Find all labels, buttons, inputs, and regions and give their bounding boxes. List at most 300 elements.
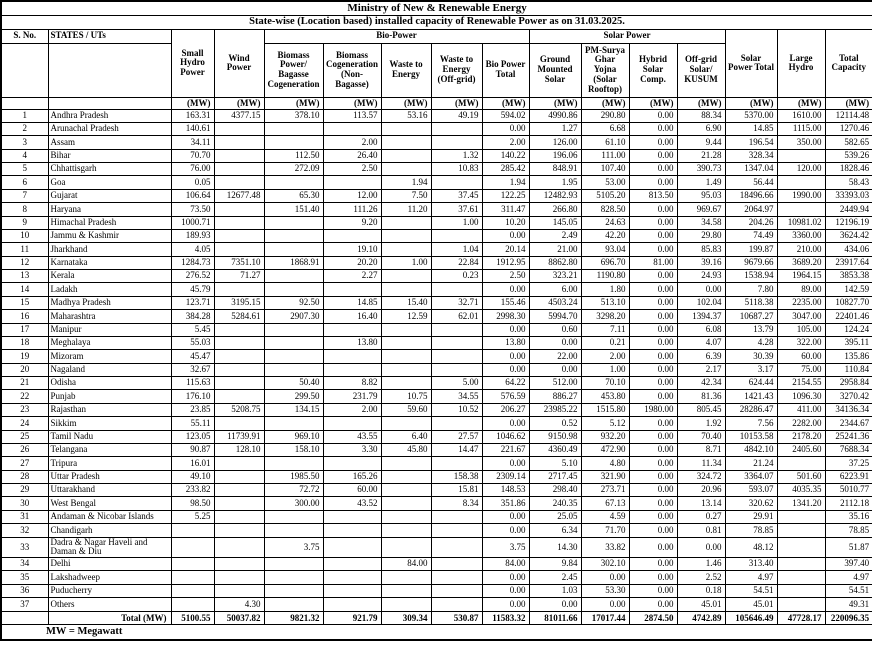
value-cell: 65.30	[264, 189, 323, 202]
value-cell: 828.50	[581, 203, 629, 216]
sno-cell: 28	[1, 470, 48, 483]
value-cell	[777, 571, 825, 584]
value-cell: 88.34	[677, 109, 725, 122]
value-cell	[214, 149, 264, 162]
value-cell: 472.90	[581, 443, 629, 456]
value-cell	[777, 598, 825, 611]
state-cell: Nagaland	[48, 363, 171, 376]
value-cell: 1341.20	[777, 497, 825, 510]
value-cell: 10687.27	[725, 310, 777, 323]
value-cell: 512.00	[529, 377, 581, 390]
value-cell: 19.10	[323, 243, 381, 256]
value-cell: 2.52	[677, 571, 725, 584]
state-cell: Dadra & Nagar Haveli and Daman & Diu	[48, 537, 171, 557]
value-cell: 0.05	[171, 176, 214, 189]
sno-cell: 24	[1, 417, 48, 430]
table-row	[1, 283, 872, 296]
value-cell	[431, 598, 482, 611]
value-cell: 805.45	[677, 403, 725, 416]
total-row-sno-cell	[1, 611, 48, 624]
sno-cell: 10	[1, 229, 48, 242]
value-cell	[777, 203, 825, 216]
value-cell: 140.22	[482, 149, 529, 162]
value-cell: 1.94	[482, 176, 529, 189]
col-header-states-spacer	[48, 43, 171, 97]
value-cell: 13.79	[725, 323, 777, 336]
value-cell: 163.31	[171, 109, 214, 122]
value-cell	[264, 557, 323, 570]
total-row	[1, 611, 872, 624]
value-cell: 0.00	[629, 584, 677, 597]
sno-cell: 27	[1, 457, 48, 470]
value-cell: 0.00	[629, 203, 677, 216]
value-cell: 123.71	[171, 296, 214, 309]
footer-note: MW = Megawatt	[1, 624, 872, 640]
value-cell	[264, 350, 323, 363]
state-cell: Gujarat	[48, 189, 171, 202]
col-header-offgrid-kusum: Off-grid Solar/ KUSUM	[677, 43, 725, 97]
value-cell: 98.50	[171, 497, 214, 510]
value-cell: 6.39	[677, 350, 725, 363]
col-header-states: STATES / UTs	[48, 29, 171, 43]
value-cell: 5.10	[529, 457, 581, 470]
value-cell	[381, 122, 431, 135]
state-cell: Jharkhand	[48, 243, 171, 256]
sno-cell: 7	[1, 189, 48, 202]
table-body	[1, 109, 872, 611]
value-cell	[431, 557, 482, 570]
value-cell: 81.00	[629, 256, 677, 269]
table-row	[1, 189, 872, 202]
table-row	[1, 557, 872, 570]
value-cell: 105.00	[777, 323, 825, 336]
table-row	[1, 390, 872, 403]
value-cell: 4377.15	[214, 109, 264, 122]
value-cell: 378.10	[264, 109, 323, 122]
value-cell	[777, 176, 825, 189]
value-cell	[381, 497, 431, 510]
value-cell	[214, 377, 264, 390]
value-cell: 1270.46	[825, 122, 872, 135]
state-cell: Kerala	[48, 270, 171, 283]
sno-cell: 8	[1, 203, 48, 216]
value-cell: 28286.47	[725, 403, 777, 416]
value-cell	[381, 363, 431, 376]
value-cell	[431, 176, 482, 189]
value-cell: 1.80	[581, 283, 629, 296]
value-cell: 12196.19	[825, 216, 872, 229]
value-cell	[264, 243, 323, 256]
value-cell: 8.71	[677, 443, 725, 456]
unit-cell: (MW)	[581, 97, 629, 109]
value-cell: 61.10	[581, 136, 629, 149]
value-cell: 1394.37	[677, 310, 725, 323]
value-cell: 411.00	[777, 403, 825, 416]
value-cell: 1000.71	[171, 216, 214, 229]
state-cell: Mizoram	[48, 350, 171, 363]
value-cell: 22.84	[431, 256, 482, 269]
unit-cell: (MW)	[529, 97, 581, 109]
value-cell: 5.12	[581, 417, 629, 430]
col-header-biomass-nonbagasse: Biomass Cogeneration (Non-Bagasse)	[323, 43, 381, 97]
value-cell: 4.97	[825, 571, 872, 584]
value-cell: 6.34	[529, 524, 581, 537]
state-cell: Telangana	[48, 443, 171, 456]
value-cell: 1421.43	[725, 390, 777, 403]
value-cell: 0.81	[677, 524, 725, 537]
col-header-wind: Wind Power	[214, 29, 264, 97]
group-header-solar-power: Solar Power	[529, 29, 725, 43]
value-cell: 89.00	[777, 283, 825, 296]
value-cell: 78.85	[825, 524, 872, 537]
value-cell: 0.00	[629, 457, 677, 470]
value-cell	[214, 557, 264, 570]
value-cell: 0.27	[677, 510, 725, 523]
value-cell	[214, 243, 264, 256]
value-cell: 0.00	[629, 270, 677, 283]
total-value-cell: 47728.17	[777, 611, 825, 624]
value-cell: 395.11	[825, 336, 872, 349]
value-cell	[431, 457, 482, 470]
value-cell: 124.24	[825, 323, 872, 336]
value-cell	[777, 524, 825, 537]
value-cell	[323, 457, 381, 470]
value-cell: 1.00	[581, 363, 629, 376]
value-cell: 111.26	[323, 203, 381, 216]
value-cell: 0.00	[629, 283, 677, 296]
value-cell: 582.65	[825, 136, 872, 149]
value-cell: 12114.48	[825, 109, 872, 122]
value-cell	[777, 537, 825, 557]
value-cell: 351.86	[482, 497, 529, 510]
value-cell: 2.27	[323, 270, 381, 283]
value-cell: 11739.91	[214, 430, 264, 443]
value-cell: 5118.38	[725, 296, 777, 309]
value-cell: 23.85	[171, 403, 214, 416]
value-cell: 4.07	[677, 336, 725, 349]
sno-cell: 22	[1, 390, 48, 403]
value-cell: 6223.91	[825, 470, 872, 483]
value-cell: 151.40	[264, 203, 323, 216]
value-cell	[381, 584, 431, 597]
value-cell: 0.00	[482, 229, 529, 242]
value-cell: 2.00	[482, 136, 529, 149]
value-cell: 272.09	[264, 163, 323, 176]
value-cell: 43.55	[323, 430, 381, 443]
state-cell: Andhra Pradesh	[48, 109, 171, 122]
value-cell	[323, 176, 381, 189]
value-cell: 390.73	[677, 163, 725, 176]
value-cell: 71.27	[214, 270, 264, 283]
value-cell: 10.52	[431, 403, 482, 416]
value-cell: 0.00	[629, 470, 677, 483]
sno-cell: 16	[1, 310, 48, 323]
value-cell: 45.79	[171, 283, 214, 296]
value-cell: 85.83	[677, 243, 725, 256]
value-cell	[381, 336, 431, 349]
sno-cell: 21	[1, 377, 48, 390]
value-cell: 70.40	[677, 430, 725, 443]
value-cell: 204.26	[725, 216, 777, 229]
sno-cell: 34	[1, 557, 48, 570]
value-cell: 39.16	[677, 256, 725, 269]
value-cell: 2907.30	[264, 310, 323, 323]
value-cell: 29.80	[677, 229, 725, 242]
value-cell	[264, 457, 323, 470]
col-header-solar-total: Solar Power Total	[725, 29, 777, 97]
value-cell	[323, 510, 381, 523]
value-cell: 55.11	[171, 417, 214, 430]
table-row	[1, 243, 872, 256]
value-cell: 45.01	[725, 598, 777, 611]
value-cell: 158.10	[264, 443, 323, 456]
value-cell: 0.00	[629, 216, 677, 229]
value-cell: 233.82	[171, 484, 214, 497]
sno-cell: 13	[1, 270, 48, 283]
value-cell: 328.34	[725, 149, 777, 162]
value-cell: 1284.73	[171, 256, 214, 269]
value-cell: 20.20	[323, 256, 381, 269]
value-cell	[323, 229, 381, 242]
value-cell: 3047.00	[777, 310, 825, 323]
value-cell: 210.00	[777, 243, 825, 256]
value-cell: 321.90	[581, 470, 629, 483]
sno-cell: 35	[1, 571, 48, 584]
value-cell: 113.57	[323, 109, 381, 122]
value-cell: 8862.80	[529, 256, 581, 269]
value-cell: 7351.10	[214, 256, 264, 269]
table-row	[1, 443, 872, 456]
unit-cell: (MW)	[171, 97, 214, 109]
sno-cell: 1	[1, 109, 48, 122]
value-cell: 0.00	[629, 537, 677, 557]
total-value-cell: 5100.55	[171, 611, 214, 624]
value-cell: 813.50	[629, 189, 677, 202]
value-cell: 32.67	[171, 363, 214, 376]
value-cell: 4.28	[725, 336, 777, 349]
page-subtitle: State-wise (Location based) installed capacity of Renewable Power as on 31.03.2025.	[1, 15, 872, 29]
value-cell	[381, 524, 431, 537]
value-cell	[323, 537, 381, 557]
unit-cell: (MW)	[677, 97, 725, 109]
group-header-bio-power: Bio-Power	[264, 29, 529, 43]
value-cell: 0.00	[482, 283, 529, 296]
value-cell	[381, 243, 431, 256]
value-cell	[264, 229, 323, 242]
value-cell: 110.84	[825, 363, 872, 376]
value-cell: 59.60	[381, 403, 431, 416]
value-cell	[214, 323, 264, 336]
value-cell	[381, 598, 431, 611]
table-row	[1, 296, 872, 309]
value-cell: 624.44	[725, 377, 777, 390]
value-cell: 4.80	[581, 457, 629, 470]
sno-cell: 2	[1, 122, 48, 135]
value-cell: 54.51	[725, 584, 777, 597]
value-cell	[431, 283, 482, 296]
value-cell: 165.26	[323, 470, 381, 483]
value-cell: 55.03	[171, 336, 214, 349]
value-cell: 5.25	[171, 510, 214, 523]
table-row	[1, 537, 872, 557]
value-cell	[214, 484, 264, 497]
state-cell: Puducherry	[48, 584, 171, 597]
table-row	[1, 430, 872, 443]
state-cell: Assam	[48, 136, 171, 149]
value-cell: 34.58	[677, 216, 725, 229]
value-cell: 2.50	[323, 163, 381, 176]
table-row	[1, 122, 872, 135]
sno-cell: 18	[1, 336, 48, 349]
table-row	[1, 256, 872, 269]
value-cell: 126.00	[529, 136, 581, 149]
value-cell	[381, 149, 431, 162]
table-row	[1, 510, 872, 523]
value-cell: 37.45	[431, 189, 482, 202]
value-cell	[264, 584, 323, 597]
value-cell: 14.30	[529, 537, 581, 557]
value-cell: 34.55	[431, 390, 482, 403]
value-cell: 135.86	[825, 350, 872, 363]
sno-cell: 17	[1, 323, 48, 336]
value-cell: 2.00	[581, 350, 629, 363]
value-cell: 2344.67	[825, 417, 872, 430]
value-cell: 35.16	[825, 510, 872, 523]
value-cell: 0.00	[482, 363, 529, 376]
value-cell: 1190.80	[581, 270, 629, 283]
value-cell: 1.27	[529, 122, 581, 135]
value-cell: 71.70	[581, 524, 629, 537]
value-cell: 189.93	[171, 229, 214, 242]
sno-cell: 36	[1, 584, 48, 597]
value-cell: 4990.86	[529, 109, 581, 122]
value-cell	[381, 136, 431, 149]
value-cell: 10.75	[381, 390, 431, 403]
value-cell: 11.20	[381, 203, 431, 216]
value-cell	[214, 336, 264, 349]
col-header-hybrid-solar: Hybrid Solar Comp.	[629, 43, 677, 97]
value-cell	[214, 571, 264, 584]
table-row	[1, 323, 872, 336]
value-cell: 0.00	[529, 363, 581, 376]
value-cell: 84.00	[482, 557, 529, 570]
value-cell: 49.31	[825, 598, 872, 611]
value-cell: 206.27	[482, 403, 529, 416]
value-cell: 7.11	[581, 323, 629, 336]
value-cell: 0.00	[482, 584, 529, 597]
value-cell	[431, 323, 482, 336]
value-cell: 384.28	[171, 310, 214, 323]
value-cell	[214, 203, 264, 216]
value-cell	[171, 537, 214, 557]
value-cell: 64.22	[482, 377, 529, 390]
value-cell: 51.87	[825, 537, 872, 557]
col-header-total-capacity: Total Capacity	[825, 29, 872, 97]
value-cell: 3624.42	[825, 229, 872, 242]
value-cell: 4.30	[214, 598, 264, 611]
value-cell: 0.00	[482, 457, 529, 470]
value-cell: 0.00	[482, 323, 529, 336]
value-cell: 84.00	[381, 557, 431, 570]
value-cell: 25241.36	[825, 430, 872, 443]
value-cell: 8.34	[431, 497, 482, 510]
value-cell: 6.90	[677, 122, 725, 135]
sno-cell: 9	[1, 216, 48, 229]
value-cell: 2449.94	[825, 203, 872, 216]
total-value-cell: 11583.32	[482, 611, 529, 624]
value-cell: 148.53	[482, 484, 529, 497]
unit-cell: (MW)	[323, 97, 381, 109]
value-cell: 1.94	[381, 176, 431, 189]
value-cell: 42.20	[581, 229, 629, 242]
value-cell: 2958.84	[825, 377, 872, 390]
sno-cell: 14	[1, 283, 48, 296]
state-cell: Arunachal Pradesh	[48, 122, 171, 135]
state-cell: Jammu & Kashmir	[48, 229, 171, 242]
state-cell: Sikkim	[48, 417, 171, 430]
value-cell: 7.56	[725, 417, 777, 430]
value-cell	[264, 122, 323, 135]
value-cell: 14.47	[431, 443, 482, 456]
value-cell: 62.01	[431, 310, 482, 323]
unit-cell-empty	[1, 97, 48, 109]
value-cell: 11.34	[677, 457, 725, 470]
value-cell: 24.63	[581, 216, 629, 229]
state-cell: Tripura	[48, 457, 171, 470]
state-cell: Chhattisgarh	[48, 163, 171, 176]
value-cell	[171, 584, 214, 597]
value-cell: 434.06	[825, 243, 872, 256]
value-cell	[214, 457, 264, 470]
value-cell: 50.40	[264, 377, 323, 390]
value-cell: 72.72	[264, 484, 323, 497]
value-cell: 1515.80	[581, 403, 629, 416]
table-row	[1, 350, 872, 363]
table-row	[1, 229, 872, 242]
state-cell: West Bengal	[48, 497, 171, 510]
value-cell: 320.62	[725, 497, 777, 510]
value-cell	[214, 229, 264, 242]
value-cell: 10.20	[482, 216, 529, 229]
value-cell	[381, 163, 431, 176]
total-row-label: Total (MW)	[48, 611, 171, 624]
value-cell: 155.46	[482, 296, 529, 309]
value-cell: 74.49	[725, 229, 777, 242]
value-cell: 5208.75	[214, 403, 264, 416]
table-row	[1, 149, 872, 162]
sno-cell: 29	[1, 484, 48, 497]
state-cell: Madhya Pradesh	[48, 296, 171, 309]
value-cell: 9.84	[529, 557, 581, 570]
value-cell: 1046.62	[482, 430, 529, 443]
value-cell	[381, 484, 431, 497]
value-cell: 53.16	[381, 109, 431, 122]
value-cell: 60.00	[323, 484, 381, 497]
value-cell	[323, 524, 381, 537]
value-cell: 134.15	[264, 403, 323, 416]
unit-cell: (MW)	[264, 97, 323, 109]
table-row	[1, 270, 872, 283]
value-cell	[431, 524, 482, 537]
value-cell	[171, 571, 214, 584]
value-cell	[777, 149, 825, 162]
value-cell: 8.82	[323, 377, 381, 390]
value-cell: 302.10	[581, 557, 629, 570]
value-cell: 0.00	[629, 377, 677, 390]
table-row	[1, 484, 872, 497]
state-cell: Uttar Pradesh	[48, 470, 171, 483]
value-cell	[214, 390, 264, 403]
